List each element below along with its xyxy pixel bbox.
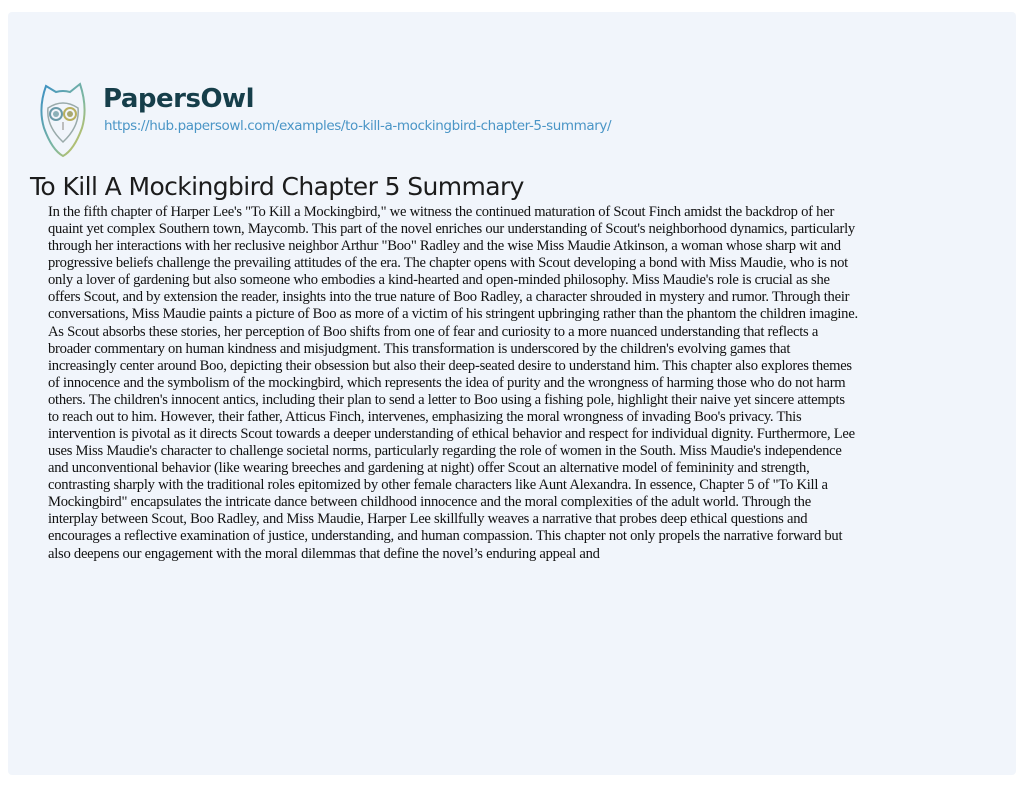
text-line: to reach out to him. However, their father, Atticus Finch, intervenes, emphasizing the moral wrongness of invading Boo's privacy. This xyxy=(48,408,802,425)
source-url-link[interactable]: https://hub.papersowl.com/examples/to-kill-a-mockingbird-chapter-5-summary/ xyxy=(104,118,612,134)
text-line: through her interactions with her reclusive neighbor Arthur "Boo" Radley and the wise Miss Maudie Atkinson, a woman whose sharp wit and xyxy=(48,238,841,255)
text-line: In the fifth chapter of Harper Lee's "To Kill a Mockingbird," we witness the continued maturation of Scout Finch amidst the backdrop of her xyxy=(48,204,835,220)
text-line: conversations, Miss Maudie paints a picture of Boo as more of a victim of his stringent upbringing rather than the phantom the children imagine. xyxy=(48,306,858,323)
text-line: also deepens our engagement with the moral dilemmas that define the novel’s enduring appeal and xyxy=(48,545,600,562)
text-line: offers Scout, and by extension the reader, insights into the true nature of Boo Radley, a character shrouded in mystery and rumor. Through their xyxy=(48,289,850,306)
text-line: and unconventional behavior (like wearing breeches and gardening at night) offer Scout an alternative model of femininity and strength, xyxy=(48,460,810,477)
text-line: As Scout absorbs these stories, her perception of Boo shifts from one of fear and curiosity to a more nuanced understanding that reflects a xyxy=(48,323,819,340)
text-line: of innocence and the symbolism of the mockingbird, which represents the idea of purity and the wrongness of harming those who do not harm xyxy=(48,374,846,391)
text-line: encourages a reflective examination of justice, understanding, and human compassion. This chapter not only propels the narrative forward but xyxy=(48,528,843,545)
text-line: others. The children's innocent antics, including their plan to send a letter to Boo using a fishing pole, highlight their naive yet sincere attempts xyxy=(48,391,845,408)
text-line: intervention is pivotal as it directs Scout towards a deeper understanding of ethical behavior and respect for individual dignity. Furthermore, Lee xyxy=(48,426,855,443)
owl-logo-icon xyxy=(38,78,88,162)
text-line: broader commentary on human kindness and misjudgment. This transformation is underscored by the children's evolving games that xyxy=(48,340,791,357)
text-line: contrasting sharply with the traditional roles epitomized by other female characters like Aunt Alexandra. In essence, Chapter 5 of "To Kill a xyxy=(48,477,828,494)
text-line: interplay between Scout, Boo Radley, and Miss Maudie, Harper Lee skillfully weaves a narrative that probes deep ethical questions and xyxy=(48,511,808,528)
summary-text xyxy=(48,204,858,563)
text-line: uses Miss Maudie's character to challenge societal norms, particularly regarding the role of women in the South. Miss Maudie's independence xyxy=(48,443,842,460)
text-line: only a lover of gardening but also someone who embodies a kind-hearted and open-minded philosophy. Miss Maudie's role is crucial as she xyxy=(48,272,830,289)
page-title: To Kill A Mockingbird Chapter 5 Summary xyxy=(30,172,524,201)
text-line: progressive beliefs challenge the prevailing attitudes of the era. The chapter opens with Scout developing a bond with Miss Maudie, who is not xyxy=(48,255,848,272)
document-card xyxy=(8,12,1016,775)
text-line: Mockingbird" encapsulates the intricate dance between childhood innocence and the moral complexities of the adult world. Through the xyxy=(48,494,811,511)
text-line: increasingly center around Boo, depicting their obsession but also their deep-seated desire to understand him. This chapter also explores themes xyxy=(48,357,852,374)
text-line: quaint yet complex Southern town, Maycomb. This part of the novel enriches our understanding of Scout's neighborhood dynamics, particularly xyxy=(48,221,855,238)
brand-name: PapersOwl xyxy=(103,84,254,114)
